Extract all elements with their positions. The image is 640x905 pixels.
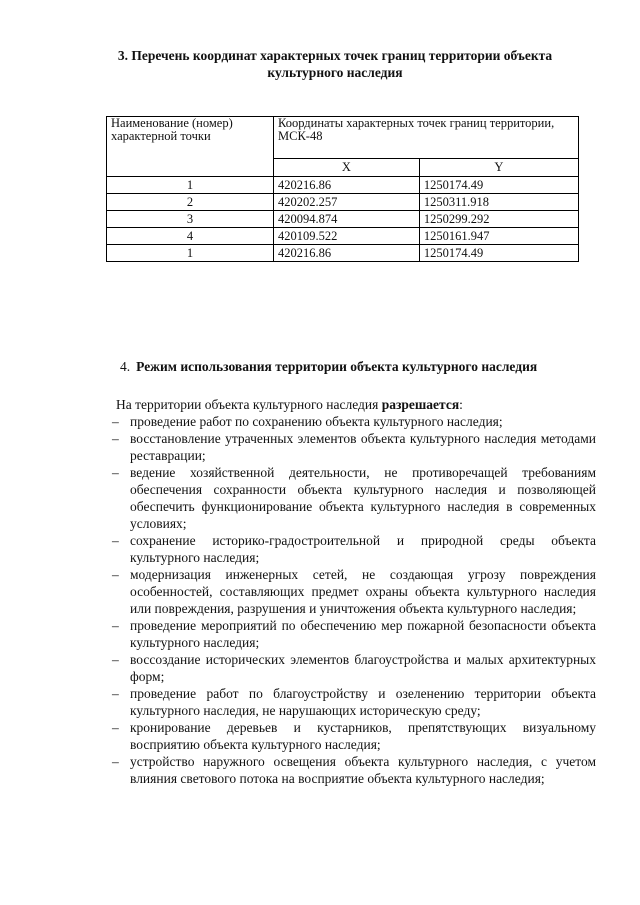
dash-bullet: – xyxy=(112,754,119,769)
y-header: Y xyxy=(419,159,578,177)
list-item xyxy=(112,719,596,753)
permitted-activities-list xyxy=(112,413,596,787)
x-header: X xyxy=(274,159,420,177)
intro-text: На территории объекта культурного наследия xyxy=(116,397,382,412)
x-coordinate: 420202.257 xyxy=(274,194,420,211)
point-number: 4 xyxy=(107,228,274,245)
table-row xyxy=(107,194,579,211)
dash-bullet: – xyxy=(112,533,119,548)
list-item-text: модернизация инженерных сетей, не создающая угрозу повреждения особенностей, составляющих предмет охраны объекта культурного наследия или повреждения, разрушения и уничтожения объекта культурного наследия; xyxy=(130,567,596,616)
section-3-heading: 3. Перечень координат характерных точек границ территории объекта культурного наследия xyxy=(117,48,553,80)
coordinates-header: Координаты характерных точек границ территории, МСК-48 xyxy=(274,117,579,159)
list-item xyxy=(112,753,596,787)
table-row xyxy=(107,177,579,194)
permitted-intro xyxy=(116,396,596,413)
dash-bullet: – xyxy=(112,567,119,582)
table-row xyxy=(107,228,579,245)
list-item-text: устройство наружного освещения объекта культурного наследия, с учетом влияния светового потока на восприятие объекта культурного наследия; xyxy=(130,754,596,786)
list-item-text: проведение работ по сохранению объекта культурного наследия; xyxy=(130,414,503,429)
list-item-text: воссоздание исторических элементов благоустройства и малых архитектурных форм; xyxy=(130,652,596,684)
y-coordinate: 1250299.292 xyxy=(419,211,578,228)
dash-bullet: – xyxy=(112,465,119,480)
table-row xyxy=(107,245,579,262)
list-item-text: ведение хозяйственной деятельности, не противоречащей требованиям обеспечения сохранности объекта культурного наследия и позволяющей обеспечить функционирование объекта культурного наследия в современных условиях; xyxy=(130,465,596,531)
y-coordinate: 1250174.49 xyxy=(419,177,578,194)
list-item xyxy=(112,617,596,651)
x-coordinate: 420094.874 xyxy=(274,211,420,228)
table-row xyxy=(107,211,579,228)
list-item xyxy=(112,430,596,464)
dash-bullet: – xyxy=(112,652,119,667)
x-coordinate: 420216.86 xyxy=(274,177,420,194)
y-coordinate: 1250311.918 xyxy=(419,194,578,211)
list-item-text: проведение мероприятий по обеспечению мер пожарной безопасности объекта культурного наследия; xyxy=(130,618,596,650)
section-4-number: 4. xyxy=(120,359,131,374)
dash-bullet: – xyxy=(112,431,119,446)
list-item-text: проведение работ по благоустройству и озеленению территории объекта культурного наследия, не нарушающих историческую среду; xyxy=(130,686,596,718)
intro-bold-word: разрешается xyxy=(381,397,460,412)
list-item xyxy=(112,464,596,532)
list-item-text: кронирование деревьев и кустарников, препятствующих визуальному восприятию объекта культурного наследия; xyxy=(130,720,596,752)
point-number: 3 xyxy=(107,211,274,228)
point-number: 1 xyxy=(107,177,274,194)
point-number: 2 xyxy=(107,194,274,211)
dash-bullet: – xyxy=(112,414,119,429)
dash-bullet: – xyxy=(112,618,119,633)
point-number: 1 xyxy=(107,245,274,262)
list-item-text: восстановление утраченных элементов объекта культурного наследия методами реставрации; xyxy=(130,431,596,463)
dash-bullet: – xyxy=(112,686,119,701)
list-item-text: сохранение историко-градостроительной и природной среды объекта культурного наследия; xyxy=(130,533,596,565)
section-4-heading xyxy=(120,359,600,375)
list-item xyxy=(112,413,596,430)
y-coordinate: 1250161.947 xyxy=(419,228,578,245)
dash-bullet: – xyxy=(112,720,119,735)
x-coordinate: 420216.86 xyxy=(274,245,420,262)
x-coordinate: 420109.522 xyxy=(274,228,420,245)
list-item xyxy=(112,532,596,566)
point-name-header: Наименование (номер) характерной точки xyxy=(107,117,274,177)
list-item xyxy=(112,685,596,719)
list-item xyxy=(112,651,596,685)
list-item xyxy=(112,566,596,617)
y-coordinate: 1250174.49 xyxy=(419,245,578,262)
section-4-title: Режим использования территории объекта культурного наследия xyxy=(136,359,538,374)
intro-colon: : xyxy=(459,397,463,412)
coordinates-table xyxy=(106,116,579,262)
